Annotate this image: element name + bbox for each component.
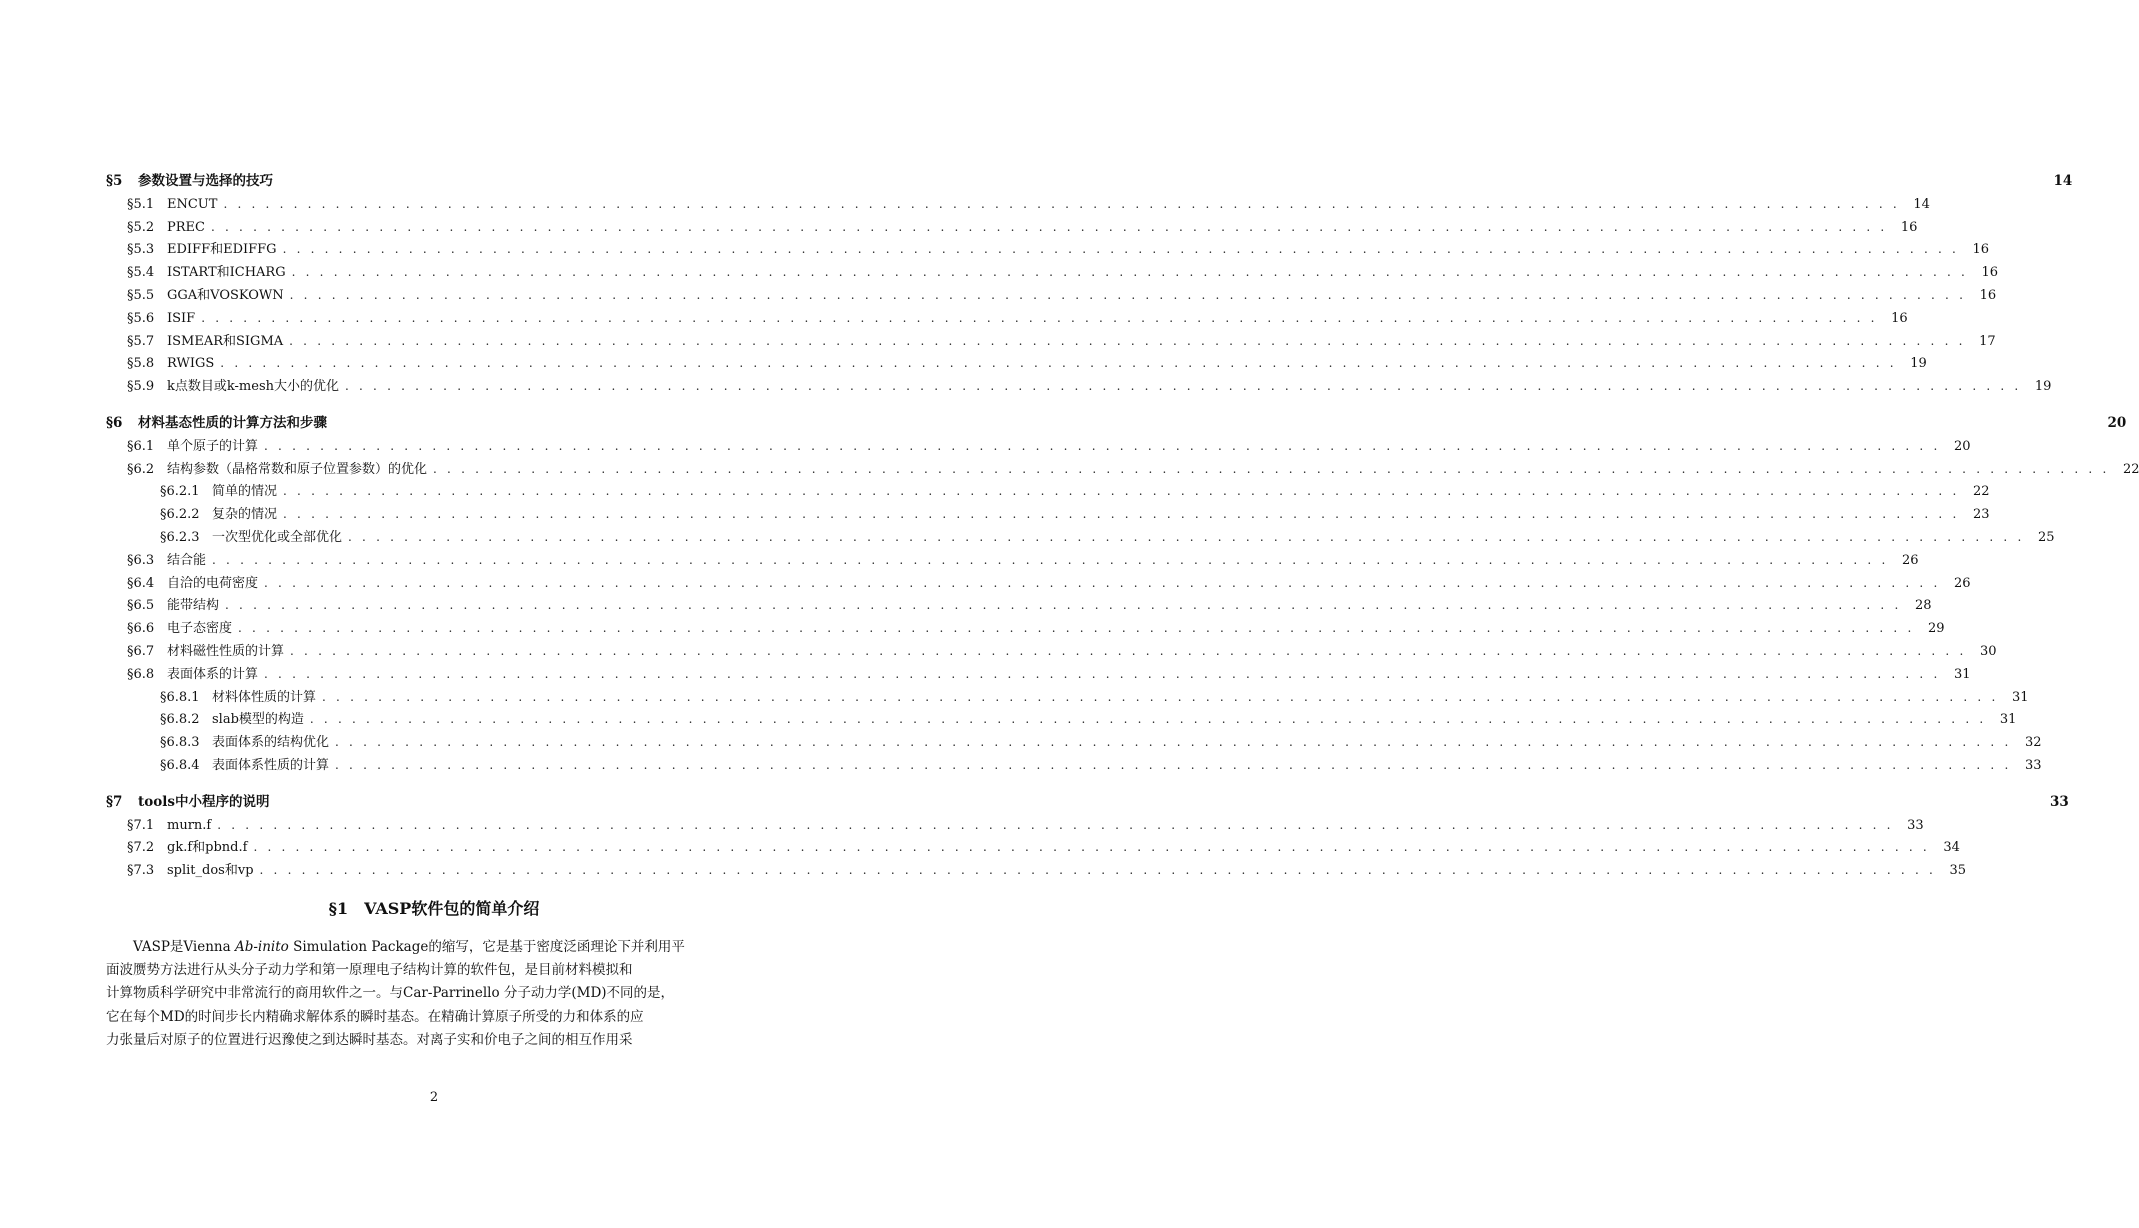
- toc-entry-number: §5.6: [127, 310, 155, 326]
- toc-entry-number: §6.2.1: [160, 484, 200, 500]
- dot-leader: . . . . . . . . . . . . . . . . . . . . . . . . . . . . . . . . . . . . . . . . . . . . . . . . . . . . . . . . . . . . . . . . . . . . . . . . . . . . . . . . . . . . . . . . . . . . . . . . . . . . . . . . . . . . . . . . . . . . . . . .: [433, 461, 2110, 476]
- dot-leader: . . . . . . . . . . . . . . . . . . . . . . . . . . . . . . . . . . . . . . . . . . . . . . . . . . . . . . . . . . . . . . . . . . . . . . . . . . . . . . . . . . . . . . . . . . . . . . . . . . . . . . . . . . . . . . . . . . . . . . . .: [253, 840, 1930, 855]
- toc-entry[interactable]: [106, 836, 1960, 859]
- toc-entry-title: ISIF: [167, 310, 196, 326]
- section-number: §1: [328, 899, 349, 918]
- toc-entry-number: §5.2: [127, 219, 155, 235]
- toc-entry-page: 25: [2037, 529, 2055, 545]
- dot-leader: . . . . . . . . . . . . . . . . . . . . . . . . . . . . . . . . . . . . . . . . . . . . . . . . . . . . . . . . . . . . . . . . . . . . . . . . . . . . . . . . . . . . . . . . . . . . . . . . . . . . . . . . . . . . . . . . . . . . . . . .: [335, 757, 2012, 772]
- toc-entry[interactable]: [106, 526, 2055, 549]
- italic-text: Ab-inito: [234, 939, 289, 955]
- toc-entry-page: 31: [1999, 712, 2017, 728]
- toc-entry-title: 电子态密度: [167, 621, 233, 637]
- toc-entry-number: §5.7: [127, 333, 155, 349]
- toc-entry[interactable]: [106, 352, 1927, 375]
- toc-entry-page: 26: [1901, 552, 1919, 568]
- toc-entry[interactable]: [106, 216, 1918, 239]
- toc-entry-title: 材料基态性质的计算方法和步骤: [138, 414, 327, 431]
- toc-entry-page: 19: [2034, 379, 2052, 395]
- dot-leader: . . . . . . . . . . . . . . . . . . . . . . . . . . . . . . . . . . . . . . . . . . . . . . . . . . . . . . . . . . . . . . . . . . . . . . . . . . . . . . . . . . . . . . . . . . . . . . . . . . . . . . . . . . . . . . . . . . . . . . . .: [210, 219, 1888, 234]
- toc-entry-number: §6.5: [127, 598, 155, 614]
- toc-entry-number: §6.7: [127, 643, 155, 659]
- toc-entry[interactable]: [106, 572, 1971, 595]
- toc-entry-title: 简单的情况: [212, 484, 278, 500]
- toc-entry[interactable]: [106, 754, 2042, 777]
- dot-leader: . . . . . . . . . . . . . . . . . . . . . . . . . . . . . . . . . . . . . . . . . . . . . . . . . . . . . . . . . . . . . . . . . . . . . . . . . . . . . . . . . . . . . . . . . . . . . . . . . . . . . . . . . . . . . . . . . . . . . . . .: [291, 265, 1969, 280]
- toc-entry-title: EDIFF和EDIFFG: [167, 242, 277, 258]
- toc-entry[interactable]: [106, 307, 1908, 330]
- toc-entry-number: §7.1: [127, 817, 155, 833]
- toc-entry[interactable]: [106, 480, 1990, 503]
- toc-entry-page: 20: [2107, 414, 2127, 431]
- toc-entry-number: §5.9: [127, 379, 155, 395]
- text-run: Simulation Package的缩写，它是基于密度泛函理论下并利用平: [288, 939, 685, 955]
- text-run: VASP是Vienna: [133, 939, 235, 955]
- toc-chapter-entry[interactable]: [106, 170, 2073, 193]
- toc-entry[interactable]: [106, 261, 1999, 284]
- dot-leader: . . . . . . . . . . . . . . . . . . . . . . . . . . . . . . . . . . . . . . . . . . . . . . . . . . . . . . . . . . . . . . . . . . . . . . . . . . . . . . . . . . . . . . . . . . . . . . . . . . . . . . . . . . . . . . . . . . . . . . . .: [238, 621, 1915, 636]
- toc-entry-title: 表面体系的结构优化: [212, 735, 330, 751]
- toc-entry[interactable]: [106, 458, 2139, 481]
- dot-leader: . . . . . . . . . . . . . . . . . . . . . . . . . . . . . . . . . . . . . . . . . . . . . . . . . . . . . . . . . . . . . . . . . . . . . . . . . . . . . . . . . . . . . . . . . . . . . . . . . . . . . . . . . . . . . . . . . . . . . . . .: [223, 196, 1900, 211]
- toc-entry[interactable]: [106, 503, 1990, 526]
- toc-entry[interactable]: [106, 193, 1930, 216]
- toc-entry-title: 单个原子的计算: [167, 438, 259, 454]
- paragraph-line: 它在每个MD的时间步长内精确求解体系的瞬时基态。在精确计算原子所受的力和体系的应: [106, 1008, 644, 1025]
- toc-entry-page: 33: [2049, 793, 2069, 810]
- dot-leader: . . . . . . . . . . . . . . . . . . . . . . . . . . . . . . . . . . . . . . . . . . . . . . . . . . . . . . . . . . . . . . . . . . . . . . . . . . . . . . . . . . . . . . . . . . . . . . . . . . . . . . . . . . . . . . . . . . . . . . . .: [264, 575, 1941, 590]
- dot-leader: . . . . . . . . . . . . . . . . . . . . . . . . . . . . . . . . . . . . . . . . . . . . . . . . . . . . . . . . . . . . . . . . . . . . . . . . . . . . . . . . . . . . . . . . . . . . . . . . . . . . . . . . . . . . . . . . . . . . . . . .: [264, 666, 1941, 681]
- toc-entry-title: GGA和VOSKOWN: [167, 287, 284, 303]
- dot-leader: . . . . . . . . . . . . . . . . . . . . . . . . . . . . . . . . . . . . . . . . . . . . . . . . . . . . . . . . . . . . . . . . . . . . . . . . . . . . . . . . . . . . . . . . . . . . . . . . . . . . . . . . . . . . . . . . . . . . . . . .: [289, 333, 1966, 348]
- toc-entry-number: §6.2: [127, 461, 155, 477]
- toc-entry-page: 28: [1914, 598, 1932, 614]
- toc-entry-number: §5.8: [127, 356, 155, 372]
- toc-entry-title: 参数设置与选择的技巧: [138, 173, 273, 189]
- toc-entry-page: 22: [2122, 461, 2139, 477]
- toc-entry-title: PREC: [167, 219, 205, 235]
- toc-entry[interactable]: [106, 330, 1996, 353]
- table-of-contents: [106, 170, 2139, 882]
- toc-chapter-entry[interactable]: [106, 791, 2069, 814]
- toc-entry[interactable]: [106, 549, 1919, 572]
- toc-entry[interactable]: [106, 617, 1945, 640]
- toc-entry-number: §7.2: [127, 840, 155, 856]
- toc-entry-number: §6.1: [127, 438, 155, 454]
- dot-leader: . . . . . . . . . . . . . . . . . . . . . . . . . . . . . . . . . . . . . . . . . . . . . . . . . . . . . . . . . . . . . . . . . . . . . . . . . . . . . . . . . . . . . . . . . . . . . . . . . . . . . . . . . . . . . . . . . . . . . . . .: [282, 242, 1960, 257]
- toc-entry-title: ENCUT: [167, 196, 218, 212]
- toc-entry-page: 32: [2024, 735, 2042, 751]
- toc-entry-title: split_dos和vp: [167, 863, 254, 879]
- toc-entry[interactable]: [106, 708, 2017, 731]
- dot-leader: . . . . . . . . . . . . . . . . . . . . . . . . . . . . . . . . . . . . . . . . . . . . . . . . . . . . . . . . . . . . . . . . . . . . . . . . . . . . . . . . . . . . . . . . . . . . . . . . . . . . . . . . . . . . . . . . . . . . . . . .: [212, 552, 1889, 567]
- dot-leader: . . . . . . . . . . . . . . . . . . . . . . . . . . . . . . . . . . . . . . . . . . . . . . . . . . . . . . . . . . . . . . . . . . . . . . . . . . . . . . . . . . . . . . . . . . . . . . . . . . . . . . . . . . . . . . . . . . . . . . . .: [259, 863, 1936, 878]
- toc-entry-page: 33: [1907, 817, 1924, 833]
- toc-entry-title: 自洽的电荷密度: [167, 575, 259, 591]
- toc-entry-number: §6: [106, 414, 123, 431]
- toc-entry-number: §6.8: [127, 666, 155, 682]
- section-title: VASP软件包的简单介绍: [364, 899, 540, 918]
- toc-entry-page: 14: [2053, 173, 2073, 189]
- toc-entry-page: 35: [1949, 863, 1966, 879]
- toc-entry-title: 结构参数（晶格常数和原子位置参数）的优化: [167, 461, 428, 477]
- toc-entry-title: tools中小程序的说明: [138, 793, 270, 810]
- toc-entry-page: 16: [1891, 310, 1908, 326]
- toc-entry-page: 16: [1972, 242, 1990, 258]
- toc-entry-page: 31: [2011, 689, 2029, 705]
- toc-entry-number: §6.2.3: [160, 529, 200, 545]
- dot-leader: . . . . . . . . . . . . . . . . . . . . . . . . . . . . . . . . . . . . . . . . . . . . . . . . . . . . . . . . . . . . . . . . . . . . . . . . . . . . . . . . . . . . . . . . . . . . . . . . . . . . . . . . . . . . . . . . . . . . . . . .: [283, 484, 1960, 499]
- dot-leader: . . . . . . . . . . . . . . . . . . . . . . . . . . . . . . . . . . . . . . . . . . . . . . . . . . . . . . . . . . . . . . . . . . . . . . . . . . . . . . . . . . . . . . . . . . . . . . . . . . . . . . . . . . . . . . . . . . . . . . . .: [322, 689, 1999, 704]
- body-paragraph: [106, 936, 718, 1052]
- dot-leader: . . . . . . . . . . . . . . . . . . . . . . . . . . . . . . . . . . . . . . . . . . . . . . . . . . . . . . . . . . . . . . . . . . . . . . . . . . . . . . . . . . . . . . . . . . . . . . . . . . . . . . . . . . . . . . . . . . . . . . . .: [283, 507, 1960, 522]
- paragraph-line: [106, 936, 718, 959]
- dot-leader: . . . . . . . . . . . . . . . . . . . . . . . . . . . . . . . . . . . . . . . . . . . . . . . . . . . . . . . . . . . . . . . . . . . . . . . . . . . . . . . . . . . . . . . . . . . . . . . . . . . . . . . . . . . . . . . . . . . . . . . .: [289, 287, 1967, 302]
- dot-leader: . . . . . . . . . . . . . . . . . . . . . . . . . . . . . . . . . . . . . . . . . . . . . . . . . . . . . . . . . . . . . . . . . . . . . . . . . . . . . . . . . . . . . . . . . . . . . . . . . . . . . . . . . . . . . . . . . . . . . . . .: [335, 735, 2012, 750]
- toc-entry-title: murn.f: [167, 817, 212, 833]
- toc-entry-number: §5.3: [127, 242, 155, 258]
- toc-entry-title: ISMEAR和SIGMA: [167, 333, 284, 349]
- toc-entry[interactable]: [106, 375, 2052, 398]
- toc-entry-number: §5.1: [127, 196, 155, 212]
- toc-entry-page: 31: [1953, 666, 1971, 682]
- toc-entry[interactable]: [106, 859, 1966, 882]
- toc-entry-title: 复杂的情况: [212, 507, 278, 523]
- toc-entry[interactable]: [106, 594, 1932, 617]
- toc-entry[interactable]: [106, 731, 2042, 754]
- toc-entry-page: 17: [1979, 333, 1996, 349]
- toc-chapter-entry[interactable]: [106, 412, 2127, 435]
- toc-entry-title: 表面体系的计算: [167, 666, 259, 682]
- paragraph-line: 计算物质科学研究中非常流行的商用软件之一。与Car-Parrinello 分子动力学(MD)不同的是，: [106, 985, 675, 1002]
- dot-leader: . . . . . . . . . . . . . . . . . . . . . . . . . . . . . . . . . . . . . . . . . . . . . . . . . . . . . . . . . . . . . . . . . . . . . . . . . . . . . . . . . . . . . . . . . . . . . . . . . . . . . . . . . . . . . . . . . . . . . . . .: [220, 356, 1897, 371]
- toc-entry-number: §6.8.1: [160, 689, 200, 705]
- toc-entry-page: 16: [1979, 287, 1997, 303]
- toc-entry[interactable]: [106, 663, 1971, 686]
- toc-entry-title: 材料磁性性质的计算: [167, 643, 285, 659]
- dot-leader: . . . . . . . . . . . . . . . . . . . . . . . . . . . . . . . . . . . . . . . . . . . . . . . . . . . . . . . . . . . . . . . . . . . . . . . . . . . . . . . . . . . . . . . . . . . . . . . . . . . . . . . . . . . . . . . . . . . . . . . .: [225, 598, 1902, 613]
- toc-entry-page: 14: [1913, 196, 1930, 212]
- dot-leader: . . . . . . . . . . . . . . . . . . . . . . . . . . . . . . . . . . . . . . . . . . . . . . . . . . . . . . . . . . . . . . . . . . . . . . . . . . . . . . . . . . . . . . . . . . . . . . . . . . . . . . . . . . . . . . . . . . . . . . . .: [348, 529, 2025, 544]
- toc-entry-title: ISTART和ICHARG: [167, 265, 286, 281]
- dot-leader: . . . . . . . . . . . . . . . . . . . . . . . . . . . . . . . . . . . . . . . . . . . . . . . . . . . . . . . . . . . . . . . . . . . . . . . . . . . . . . . . . . . . . . . . . . . . . . . . . . . . . . . . . . . . . . . . . . . . . . . .: [344, 379, 2022, 394]
- dot-leader: . . . . . . . . . . . . . . . . . . . . . . . . . . . . . . . . . . . . . . . . . . . . . . . . . . . . . . . . . . . . . . . . . . . . . . . . . . . . . . . . . . . . . . . . . . . . . . . . . . . . . . . . . . . . . . . . . . . . . . . .: [290, 643, 1967, 658]
- paragraph-line: 力张量后对原子的位置进行迟豫使之到达瞬时基态。对离子实和价电子之间的相互作用采: [106, 1031, 633, 1048]
- toc-entry-title: 结合能: [167, 552, 207, 568]
- toc-entry-title: gk.f和pbnd.f: [167, 840, 248, 856]
- toc-entry-page: 22: [1972, 484, 1990, 500]
- toc-entry[interactable]: [106, 435, 1971, 458]
- toc-entry-page: 16: [1981, 265, 1999, 281]
- toc-entry[interactable]: [106, 640, 1997, 663]
- dot-leader: . . . . . . . . . . . . . . . . . . . . . . . . . . . . . . . . . . . . . . . . . . . . . . . . . . . . . . . . . . . . . . . . . . . . . . . . . . . . . . . . . . . . . . . . . . . . . . . . . . . . . . . . . . . . . . . . . . . . . . . .: [217, 817, 1894, 832]
- toc-entry-title: 一次型优化或全部优化: [212, 529, 343, 545]
- page-number: 2: [429, 1090, 439, 1105]
- toc-entry-title: RWIGS: [167, 356, 215, 372]
- toc-entry-page: 33: [2024, 757, 2042, 773]
- toc-entry-number: §6.8.3: [160, 735, 200, 751]
- toc-entry-number: §7: [106, 793, 123, 810]
- toc-entry-page: 20: [1953, 438, 1971, 454]
- section-heading: [0, 896, 868, 919]
- toc-entry-number: §6.4: [127, 575, 155, 591]
- toc-entry-number: §6.2.2: [160, 507, 200, 523]
- toc-entry-title: 表面体系性质的计算: [212, 757, 330, 773]
- toc-entry-number: §7.3: [127, 863, 155, 879]
- toc-entry-title: k点数目或k-mesh大小的优化: [167, 379, 339, 395]
- toc-entry-page: 30: [1979, 643, 1997, 659]
- toc-entry-page: 29: [1927, 621, 1945, 637]
- toc-entry-number: §5: [106, 173, 123, 189]
- toc-entry-page: 19: [1910, 356, 1927, 372]
- dot-leader: . . . . . . . . . . . . . . . . . . . . . . . . . . . . . . . . . . . . . . . . . . . . . . . . . . . . . . . . . . . . . . . . . . . . . . . . . . . . . . . . . . . . . . . . . . . . . . . . . . . . . . . . . . . . . . . . . . . . . . . .: [201, 310, 1878, 325]
- toc-entry-title: 能带结构: [167, 598, 220, 614]
- toc-entry-title: slab模型的构造: [212, 712, 304, 728]
- dot-leader: . . . . . . . . . . . . . . . . . . . . . . . . . . . . . . . . . . . . . . . . . . . . . . . . . . . . . . . . . . . . . . . . . . . . . . . . . . . . . . . . . . . . . . . . . . . . . . . . . . . . . . . . . . . . . . . . . . . . . . . .: [309, 712, 1987, 727]
- toc-entry-page: 26: [1953, 575, 1971, 591]
- toc-entry-page: 34: [1943, 840, 1960, 856]
- toc-entry-number: §5.5: [127, 287, 155, 303]
- toc-entry-page: 16: [1900, 219, 1918, 235]
- dot-leader: . . . . . . . . . . . . . . . . . . . . . . . . . . . . . . . . . . . . . . . . . . . . . . . . . . . . . . . . . . . . . . . . . . . . . . . . . . . . . . . . . . . . . . . . . . . . . . . . . . . . . . . . . . . . . . . . . . . . . . . .: [264, 438, 1941, 453]
- toc-entry[interactable]: [106, 238, 1990, 261]
- toc-entry[interactable]: [106, 814, 1924, 837]
- toc-entry-title: 材料体性质的计算: [212, 689, 317, 705]
- toc-entry-page: 23: [1972, 507, 1990, 523]
- toc-entry-number: §6.3: [127, 552, 155, 568]
- paragraph-line: 面波赝势方法进行从头分子动力学和第一原理电子结构计算的软件包，是目前材料模拟和: [106, 962, 633, 979]
- toc-entry-number: §6.8.2: [160, 712, 200, 728]
- toc-entry-number: §6.8.4: [160, 757, 200, 773]
- toc-entry-number: §6.6: [127, 621, 155, 637]
- toc-entry[interactable]: [106, 284, 1997, 307]
- toc-entry-number: §5.4: [127, 265, 155, 281]
- toc-entry[interactable]: [106, 686, 2029, 709]
